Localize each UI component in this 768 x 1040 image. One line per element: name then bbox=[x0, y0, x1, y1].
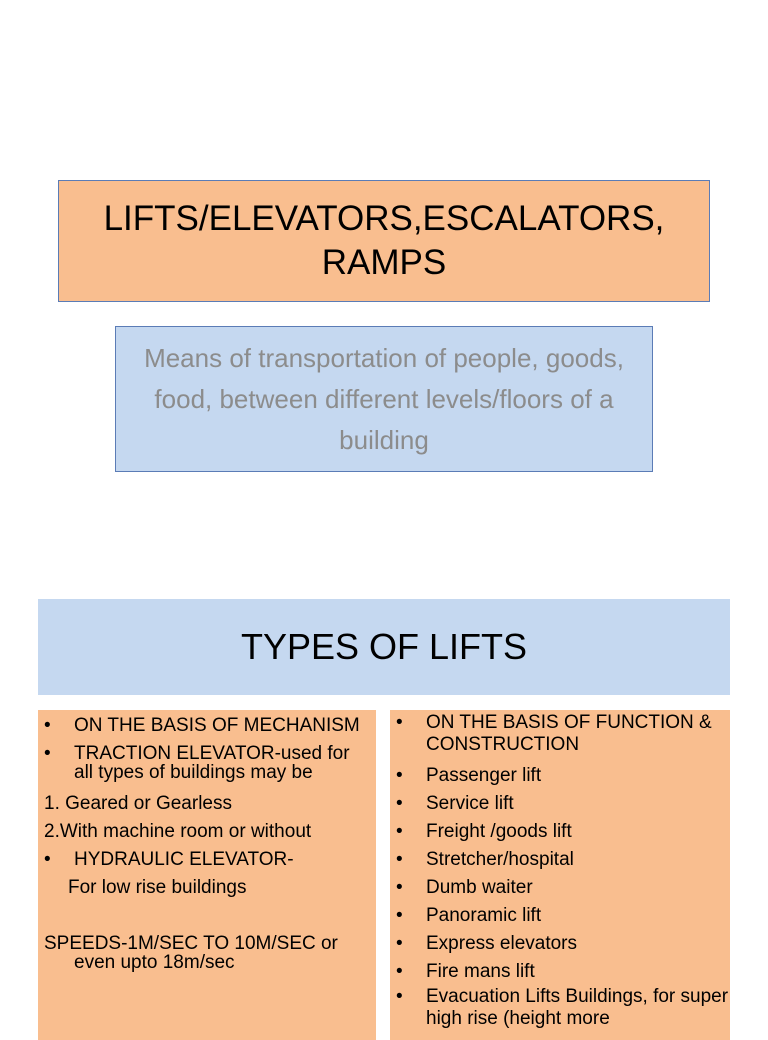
list-item: • Fire mans lift bbox=[396, 958, 730, 986]
speeds-continuation: even upto 18m/sec bbox=[74, 952, 235, 973]
list-item: • Evacuation Lifts Buildings, for super high rise (height more bbox=[396, 986, 730, 1030]
spacer bbox=[44, 902, 376, 930]
list-item: • Dumb waiter bbox=[396, 874, 730, 902]
list-item: • Freight /goods lift bbox=[396, 818, 730, 846]
function-column bbox=[390, 710, 730, 1040]
subtitle-box bbox=[115, 326, 653, 472]
numbered-item: 2.With machine room or without bbox=[44, 821, 312, 842]
list-item: • HYDRAULIC ELEVATOR- bbox=[44, 846, 376, 874]
sub-item: For low rise buildings bbox=[68, 877, 247, 898]
list-item: • ON THE BASIS OF MECHANISM bbox=[44, 712, 376, 740]
list-item-heading: • ON THE BASIS OF FUNCTION & CONSTRUCTION bbox=[396, 712, 730, 756]
list-item: • Service lift bbox=[396, 790, 730, 818]
list-item-continuation: all types of buildings may be bbox=[74, 762, 313, 783]
list-item: • Panoramic lift bbox=[396, 902, 730, 930]
numbered-item: 1. Geared or Gearless bbox=[44, 793, 232, 814]
list-item: • Passenger lift bbox=[396, 762, 730, 790]
mechanism-column bbox=[38, 710, 376, 1040]
subtitle-text: Means of transportation of people, goods, food, between different levels/floors of a building bbox=[144, 342, 624, 455]
speeds-line: SPEEDS-1M/SEC TO 10M/SEC or bbox=[44, 933, 338, 954]
list-item: • Express elevators bbox=[396, 930, 730, 958]
list-item: • Stretcher/hospital bbox=[396, 846, 730, 874]
types-of-lifts-heading bbox=[38, 599, 730, 695]
types-heading-text: TYPES OF LIFTS bbox=[240, 626, 528, 667]
slide-title: LIFTS/ELEVATORS,ESCALATORS, RAMPS bbox=[103, 199, 665, 282]
slide-title-box bbox=[58, 180, 710, 302]
list-item: • TRACTION ELEVATOR-used for bbox=[44, 740, 376, 768]
